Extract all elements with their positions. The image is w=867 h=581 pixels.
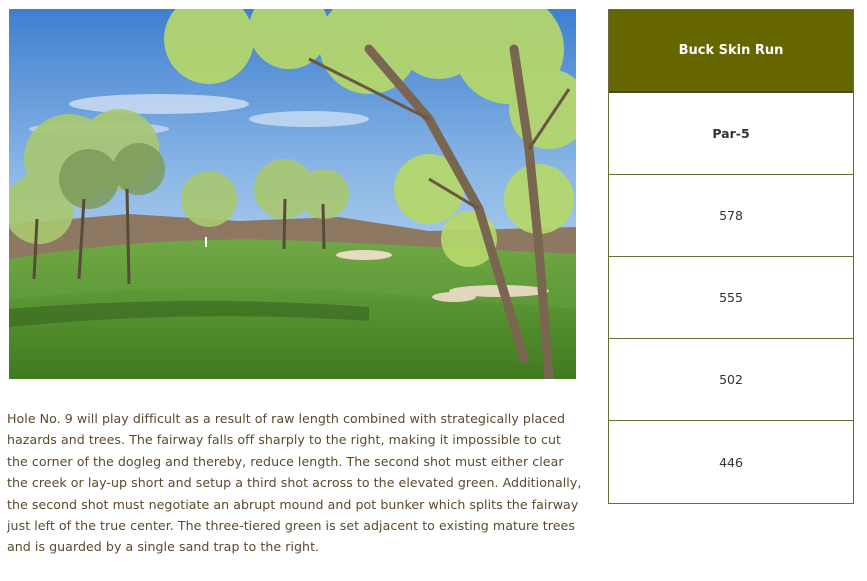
scorecard-table: [608, 9, 854, 504]
yardage-tee-1: 578: [609, 175, 853, 257]
yardage-tee-4: 446: [719, 454, 743, 470]
hole-par: Par-5: [609, 93, 853, 175]
yardage-tee-2: 555: [609, 257, 853, 339]
hole-description: Hole No. 9 will play difficult as a result of raw length combined with strategically placed hazards and trees. The fairway falls off sharply to the right, making it impossible to cut the corner of the dogleg and thereby, reduce length. The second shot must either clear the creek or lay-up short and setup a third shot across to the elevated green. Additionally, the second shot must negotiate an abrupt mound and pot bunker which splits the fairway just left of the true center. The three-tiered green is set adjacent to existing mature trees and is guarded by a single sand trap to the right.: [7, 411, 582, 555]
yardage-tee-3: 502: [609, 339, 853, 421]
hole-name: Buck Skin Run: [609, 10, 853, 93]
hole-photo: [9, 9, 576, 379]
